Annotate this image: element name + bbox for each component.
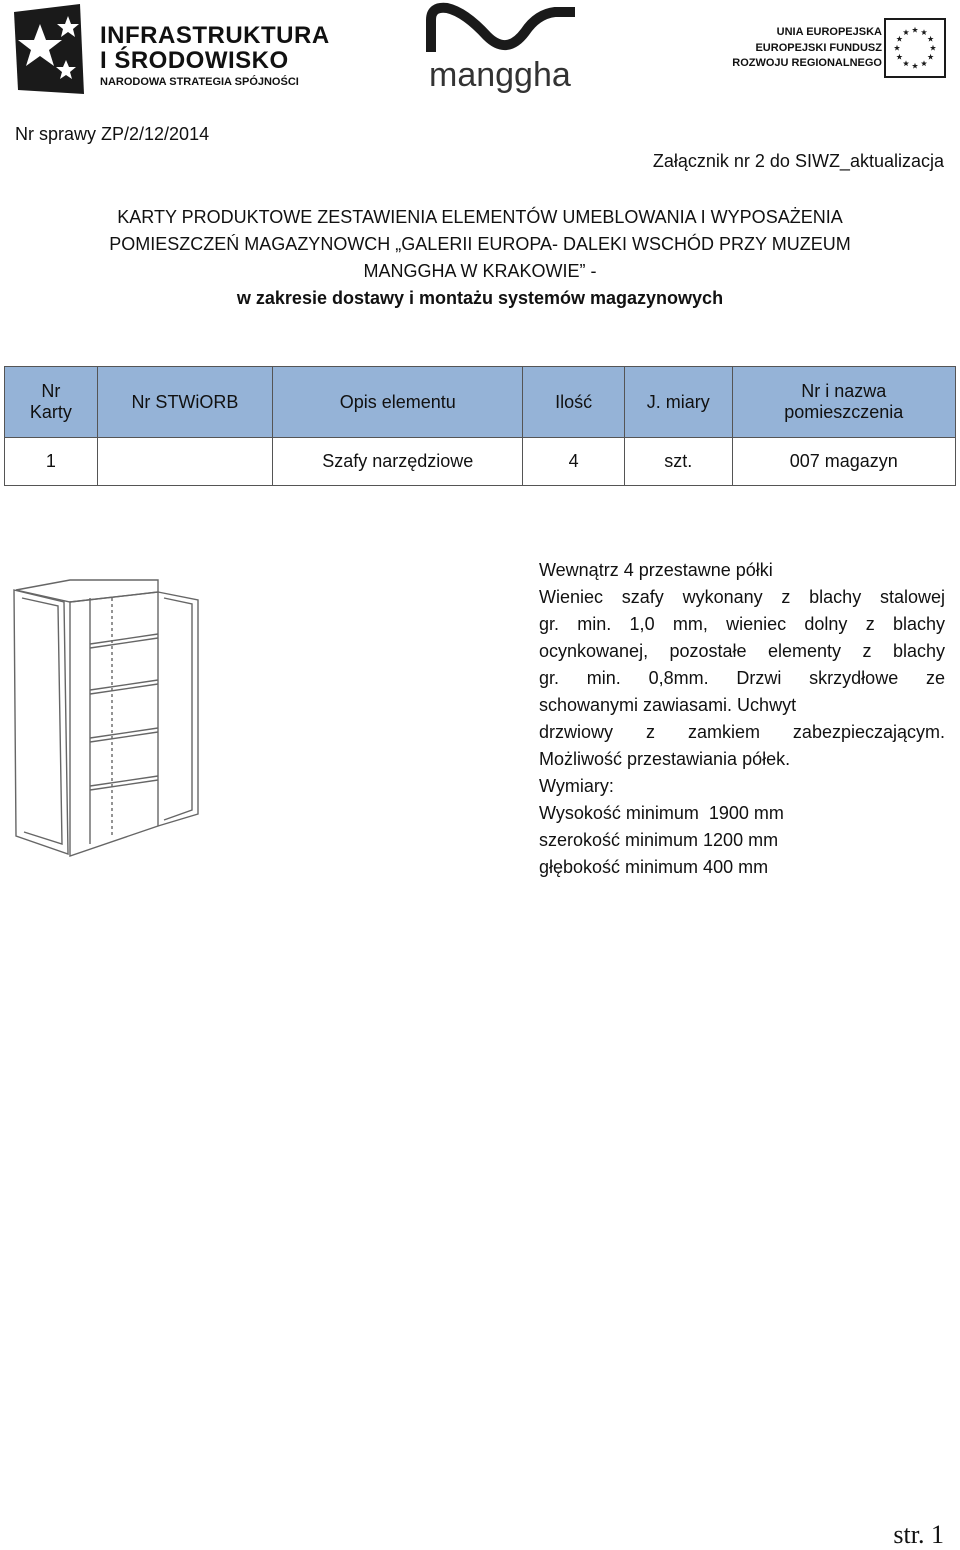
manggha-logo	[425, 2, 580, 98]
header-card-number-line1: Nr	[41, 381, 61, 401]
infrastruktura-logo	[10, 2, 330, 98]
page-number: str. 1	[893, 1520, 944, 1549]
header-card-number-line2: Karty	[29, 402, 72, 422]
cell-unit: szt.	[624, 438, 732, 486]
description-p2b: gr. min. 1,0 mm, wieniec dolny z blachy	[539, 614, 945, 634]
cell-card-number: 1	[5, 438, 98, 486]
product-description	[539, 557, 945, 881]
header-room-line2: pomieszczenia	[784, 402, 904, 422]
title-line-1: KARTY PRODUKTOWE ZESTAWIENIA ELEMENTÓW UMEBLOWANIA I WYPOSAŻENIA	[117, 207, 843, 227]
description-p2a: Wieniec szafy wykonany z blachy stalowej	[539, 587, 945, 607]
title-line-3: MANGGHA W KRAKOWIE” -	[363, 261, 597, 281]
cell-description: Szafy narzędziowe	[273, 438, 523, 486]
description-p2f: drzwiowy z zamkiem zabezpieczającym.	[539, 722, 945, 742]
header-room	[732, 367, 955, 438]
attachment-label: Załącznik nr 2 do SIWZ_aktualizacja	[652, 151, 944, 171]
cell-quantity: 4	[523, 438, 625, 486]
description-p2e: schowanymi zawiasami. Uchwyt	[539, 695, 797, 715]
title-line-4: w zakresie dostawy i montażu systemów magazynowych	[236, 288, 724, 308]
description-p6: szerokość minimum 1200 mm	[539, 830, 779, 850]
header-quantity: Ilość	[523, 367, 625, 438]
header-card-number	[5, 367, 98, 438]
title-line-2: POMIESZCZEŃ MAGAZYNOWCH „GALERII EUROPA- DALEKI WSCHÓD PRZY MUZEUM	[109, 234, 851, 254]
eu-logo-line3: ROZWOJU REGIONALNEGO	[732, 57, 882, 69]
cell-stwiorb	[97, 438, 272, 486]
header-unit: J. miary	[624, 367, 732, 438]
cabinet-illustration	[8, 574, 208, 862]
header-description: Opis elementu	[273, 367, 523, 438]
case-number: Nr sprawy ZP/2/12/2014	[15, 124, 210, 144]
eu-flag-icon	[884, 18, 946, 78]
description-p2c: ocynkowanej, pozostałe elementy z blachy	[539, 641, 945, 661]
logo-left-line1: INFRASTRUKTURA	[100, 22, 330, 49]
table-row	[5, 438, 956, 486]
eu-logo	[700, 14, 950, 84]
logo-left-line3: NARODOWA STRATEGIA SPÓJNOŚCI	[100, 76, 299, 88]
cell-room: 007 magazyn	[732, 438, 955, 486]
description-p5: Wysokość minimum 1900 mm	[539, 803, 784, 823]
description-p2d: gr. min. 0,8mm. Drzwi skrzydłowe ze	[539, 668, 945, 688]
header-stwiorb: Nr STWiORB	[97, 367, 272, 438]
logo-left-line2: I ŚRODOWISKO	[100, 47, 289, 74]
header-room-line1: Nr i nazwa	[801, 381, 887, 401]
description-p1: Wewnątrz 4 przestawne półki	[539, 560, 773, 580]
table-header-row	[5, 367, 956, 438]
document-title	[0, 204, 960, 312]
description-p4: Wymiary:	[539, 776, 614, 796]
description-p3: Możliwość przestawiania półek.	[539, 749, 791, 769]
product-table	[4, 366, 956, 486]
manggha-logo-text: manggha	[429, 56, 571, 94]
eu-logo-line2: EUROPEJSKI FUNDUSZ	[755, 42, 882, 54]
description-p7: głębokość minimum 400 mm	[539, 857, 769, 877]
eu-logo-line1: UNIA EUROPEJSKA	[776, 26, 882, 38]
